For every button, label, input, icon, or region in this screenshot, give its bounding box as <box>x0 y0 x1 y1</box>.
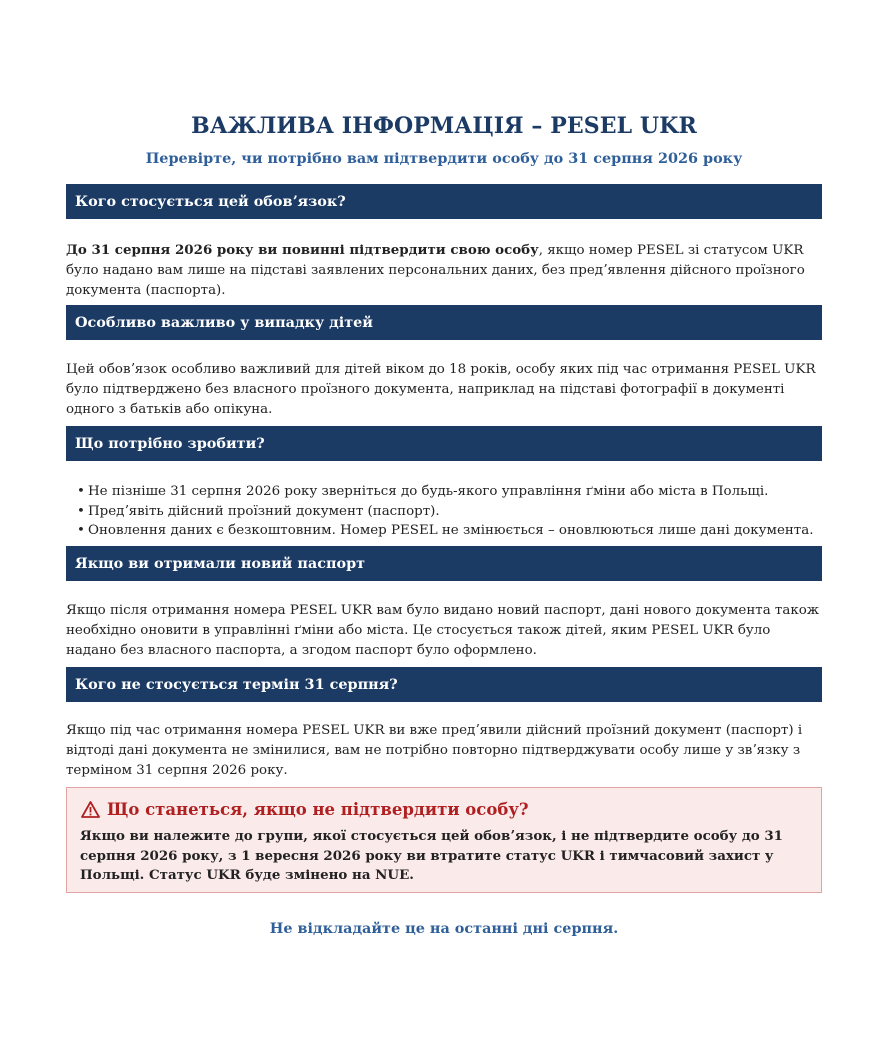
section-text-new-passport: Якщо після отримання номера PESEL UKR вам було видано новий паспорт, дані нового документа також необхідно оновити в управлінні ґміни або міста. Це стосується також дітей, яким PESEL UKR було надано без власного паспорта, а згодом паспорт було оформлено. <box>66 603 820 658</box>
what-to-do-list <box>77 482 822 541</box>
section-text-who-applies-bold: До 31 серпня 2026 року ви повинні підтвердити свою особу <box>66 242 539 258</box>
page-title: ВАЖЛИВА ІНФОРМАЦІЯ – PESEL UKR <box>191 113 697 139</box>
section-heading-children: Особливо важливо у випадку дітей <box>66 305 822 340</box>
warning-box <box>66 787 822 893</box>
section-heading-what-to-do: Що потрібно зробити? <box>66 426 822 461</box>
section-heading-who-applies: Кого стосується цей обовʼязок? <box>66 184 822 219</box>
footer-note: Не відкладайте це на останні дні серпня. <box>269 920 619 937</box>
warning-icon <box>81 801 100 818</box>
warning-title <box>81 800 529 819</box>
section-text-children: Цей обовʼязок особливо важливий для дітей віком до 18 років, особу яких під час отримання PESEL UKR було підтверджено без власного проїзного документа, наприклад на підставі фотографії в документі одного з батьків або опікуна. <box>66 362 816 417</box>
warning-title-text: Що станеться, якщо не підтвердити особу? <box>107 800 529 819</box>
list-item: • Не пізніше 31 серпня 2026 року зверніться до будь-якого управління ґміни або міста в Польщі. <box>77 482 822 502</box>
section-text-not-applies: Якщо під час отримання номера PESEL UKR ви вже предʼявили дійсний проїзний документ (паспорт) і відтоді дані документа не змінилися, вам не потрібно повторно підтверджувати особу лише у звʼязку з терміном 31 серпня 2026 року. <box>66 723 803 778</box>
warning-text: Якщо ви належите до групи, якої стосується цей обовʼязок, і не підтвердите особу до 31 серпня 2026 року, з 1 вересня 2026 року ви втратите статус UKR і тимчасовий захист у Польщі. Статус UKR буде змінено на NUE. <box>80 828 783 883</box>
section-text-who-applies-rest: , якщо номер PESEL зі статусом UKR було надано вам лише на підставі заявлених персональних даних, без предʼявлення дійсного проїзного документа (паспорта). <box>66 243 805 298</box>
section-heading-new-passport: Якщо ви отримали новий паспорт <box>66 546 822 581</box>
page-subtitle: Перевірте, чи потрібно вам підтвердити особу до 31 серпня 2026 року <box>145 150 743 167</box>
section-heading-not-applies: Кого не стосується термін 31 серпня? <box>66 667 822 702</box>
section-text-who-applies <box>66 240 822 301</box>
list-item: • Оновлення даних є безкоштовним. Номер PESEL не змінюється – оновлюються лише дані документа. <box>77 521 822 541</box>
list-item: • Предʼявіть дійсний проїзний документ (паспорт). <box>77 502 822 522</box>
